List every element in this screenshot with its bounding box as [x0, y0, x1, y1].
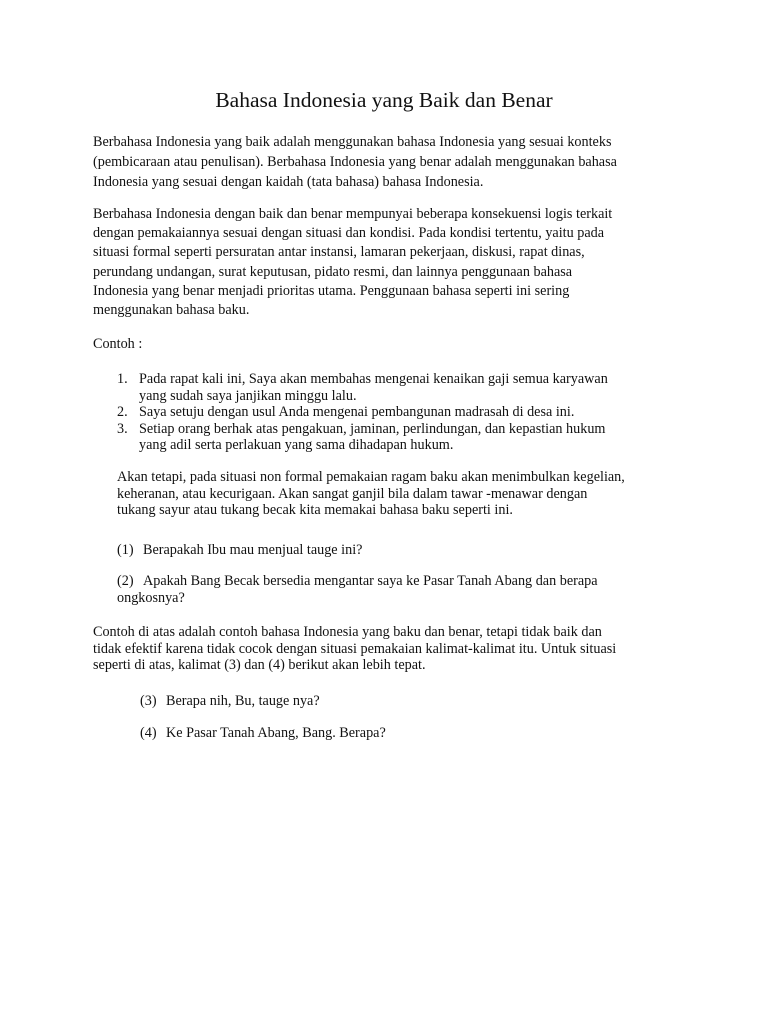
contoh-label: Contoh : — [93, 336, 143, 352]
example-tag: (1) — [117, 542, 134, 558]
list-item — [117, 421, 608, 454]
list-number: 2. — [117, 404, 128, 420]
text-line: Berbahasa Indonesia dengan baik dan benar mempunyai beberapa konsekuensi logis terkait — [93, 206, 613, 222]
example-2 — [117, 573, 598, 606]
example-text: Berapakah Ibu mau menjual tauge ini? — [143, 542, 363, 558]
text-line: Saya setuju dengan usul Anda mengenai pembangunan madrasah di desa ini. — [139, 404, 575, 420]
example-text-continuation: ongkosnya? — [117, 589, 185, 606]
example-text: Berapa nih, Bu, tauge nya? — [166, 693, 320, 709]
text-line: menggunakan bahasa baku. — [93, 302, 250, 319]
text-line: Setiap orang berhak atas pengakuan, jaminan, perlindungan, dan kepastian hukum — [139, 420, 606, 437]
text-line: dengan pemakaiannya sesuai dengan situasi dan kondisi. Pada kondisi tertentu, yaitu pada — [93, 225, 605, 242]
example-text: Ke Pasar Tanah Abang, Bang. Berapa? — [166, 725, 386, 741]
example-tag: (3) — [140, 693, 157, 709]
example-3 — [140, 692, 320, 710]
text-line: Indonesia yang benar menjadi prioritas utama. Penggunaan bahasa seperti ini sering — [93, 282, 570, 299]
list-item — [117, 371, 608, 404]
formal-examples-list — [117, 371, 608, 454]
text-line: Pada rapat kali ini, Saya akan membahas mengenai kenaikan gaji semua karyawan — [139, 371, 608, 387]
text-line: Akan tetapi, pada situasi non formal pemakaian ragam baku akan menimbulkan kegelian, — [117, 469, 625, 485]
text-line: yang adil serta perlakuan yang sama dihadapan hukum. — [139, 437, 454, 453]
text-line: yang sudah saya janjikan minggu lalu. — [139, 387, 357, 404]
text-line: seperti di atas, kalimat (3) dan (4) berikut akan lebih tepat. — [93, 657, 426, 673]
example-4 — [140, 724, 386, 742]
paragraph-definition — [93, 132, 617, 192]
text-line: (pembicaraan atau penulisan). Berbahasa Indonesia yang benar adalah menggunakan bahasa — [93, 154, 617, 170]
list-number: 3. — [117, 420, 128, 437]
paragraph-conclusion — [93, 624, 616, 674]
example-text: Apakah Bang Becak bersedia mengantar saya ke Pasar Tanah Abang dan berapa — [143, 573, 598, 589]
text-line: tidak efektif karena tidak cocok dengan situasi pemakaian kalimat-kalimat itu. Untuk situasi — [93, 640, 617, 657]
paragraph-nonformal — [117, 469, 625, 519]
example-tag: (2) — [117, 573, 134, 589]
example-1 — [117, 541, 362, 559]
text-line: perundang undangan, surat keputusan, pidato resmi, dan lainnya penggunaan bahasa — [93, 263, 573, 280]
list-number: 1. — [117, 371, 128, 387]
list-item — [117, 404, 608, 421]
text-line: Berbahasa Indonesia yang baik adalah menggunakan bahasa Indonesia yang sesuai konteks — [93, 134, 612, 150]
paragraph-consequences — [93, 205, 612, 320]
text-line: tukang sayur atau tukang becak kita memakai bahasa baku seperti ini. — [117, 502, 513, 518]
example-tag: (4) — [140, 725, 157, 741]
text-line: Indonesia yang sesuai dengan kaidah (tata bahasa) bahasa Indonesia. — [93, 174, 484, 190]
text-line: Contoh di atas adalah contoh bahasa Indonesia yang baku dan benar, tetapi tidak baik dan — [93, 624, 602, 640]
text-line: keheranan, atau kecurigaan. Akan sangat ganjil bila dalam tawar -menawar dengan — [117, 485, 588, 502]
document-title: Bahasa Indonesia yang Baik dan Benar — [215, 88, 553, 112]
text-line: situasi formal seperti persuratan antar instansi, lamaran pekerjaan, diskusi, rapat dinas, — [93, 244, 585, 261]
